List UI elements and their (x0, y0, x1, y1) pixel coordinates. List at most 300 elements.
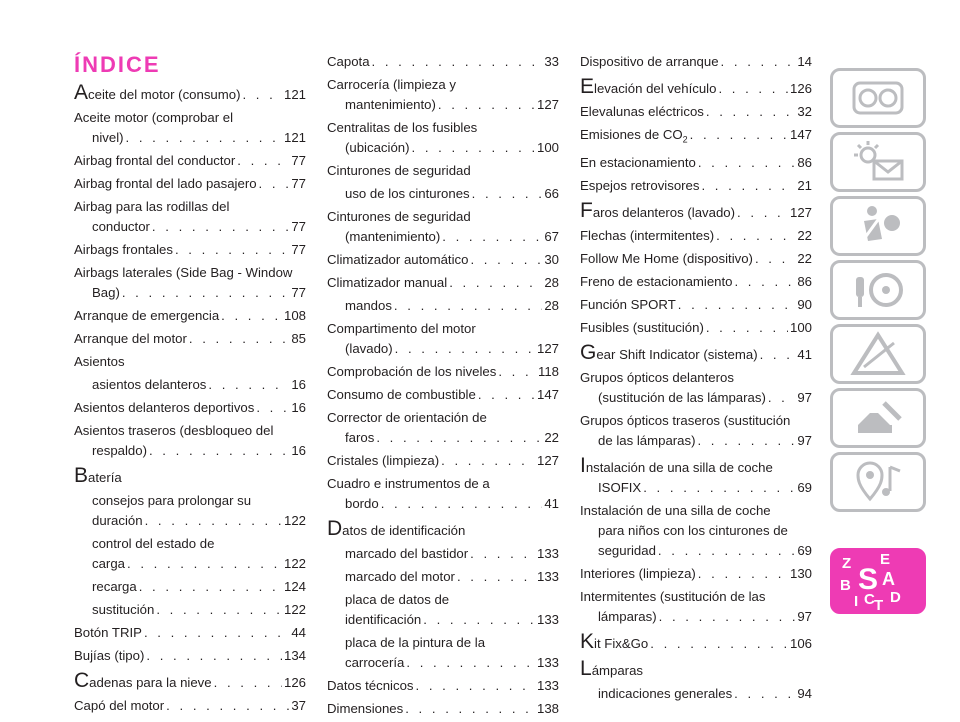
page-number: 28 (544, 275, 559, 290)
index-entry[interactable] (74, 464, 306, 488)
page-number: 22 (797, 250, 812, 266)
dot-leader (175, 240, 289, 260)
entry-text (580, 272, 732, 292)
page-number: 100 (536, 140, 559, 155)
entry-continuation: Bag) (92, 285, 120, 300)
dot-leader (706, 318, 788, 338)
dot-leader (406, 653, 535, 673)
index-entry[interactable] (74, 375, 306, 395)
index-entry[interactable] (580, 102, 812, 122)
entry-label: Climatizador manual (327, 275, 448, 290)
dot-leader (242, 85, 282, 105)
entry-text (74, 240, 173, 260)
index-entry[interactable] (74, 306, 306, 326)
entry-text: Compartimento del motor (327, 321, 476, 336)
subentry-continuation: duración (92, 513, 143, 528)
entry-rest: ceite del motor (consumo) (88, 87, 241, 102)
dot-leader (734, 272, 795, 292)
entry-text (327, 273, 447, 293)
entry-text (74, 696, 164, 716)
entry-continuation: seguridad (598, 542, 656, 558)
index-entry[interactable] (74, 151, 306, 171)
index-entry[interactable] (580, 125, 812, 150)
page-number: 130 (789, 565, 812, 581)
entry-continuation: bordo (345, 496, 379, 511)
index-entry[interactable] (74, 174, 306, 194)
index-entry[interactable] (580, 272, 812, 292)
dot-leader (146, 646, 282, 666)
dot-leader (214, 673, 282, 693)
index-entry[interactable] (580, 340, 812, 365)
page-number: 133 (536, 655, 559, 670)
dot-leader (149, 441, 289, 461)
entry-text (580, 176, 699, 196)
index-entry[interactable] (74, 263, 306, 303)
dot-leader (716, 226, 795, 246)
entry-heading: Asientos (74, 354, 125, 369)
page-number: 97 (797, 389, 812, 405)
dot-leader (698, 153, 795, 173)
page-number: 90 (797, 296, 812, 312)
entry-text (580, 75, 717, 99)
page-number: 118 (537, 364, 559, 379)
index-entry[interactable] (74, 491, 306, 531)
entry-label: Bujías (tipo) (74, 648, 145, 663)
index-entry[interactable] (74, 108, 306, 148)
dot-leader (643, 478, 795, 498)
index-entry[interactable] (74, 398, 306, 418)
index-entry[interactable] (327, 408, 559, 448)
entry-text: Centralitas de los fusibles (327, 120, 478, 135)
index-entry[interactable] (74, 197, 306, 237)
entry-text (580, 52, 719, 72)
entry-continuation: (mantenimiento) (345, 229, 441, 244)
page-number: 121 (283, 130, 306, 145)
index-entry[interactable] (327, 75, 559, 115)
dot-leader (416, 676, 535, 696)
entry-text (74, 646, 144, 666)
index-entry[interactable] (327, 517, 559, 541)
page-number: 77 (291, 285, 306, 300)
index-entry[interactable] (580, 564, 812, 584)
page-number: 133 (536, 569, 559, 584)
dot-leader (372, 52, 543, 72)
page-number: 147 (536, 387, 559, 402)
light-message-icon (850, 139, 906, 185)
subentry-text: sustitución (92, 602, 155, 617)
entry-label: Airbag frontal del conductor (74, 153, 236, 168)
index-entry[interactable] (580, 176, 812, 196)
page-number: 122 (283, 556, 306, 571)
entry-label: Follow Me Home (dispositivo) (580, 250, 753, 266)
dot-leader (394, 296, 542, 316)
dashboard-icon (850, 75, 906, 121)
entry-continuation: nivel) (92, 130, 124, 145)
index-entry[interactable] (327, 451, 559, 471)
page-number: 28 (544, 298, 559, 313)
entry-text: Instalación de una silla de coche (580, 502, 771, 518)
entry-text (327, 676, 414, 696)
index-entry[interactable] (74, 646, 306, 666)
entry-rest: atos de identificación (342, 523, 466, 538)
entry-label: Datos técnicos (327, 678, 414, 693)
dot-leader (755, 249, 795, 269)
dot-leader (737, 203, 788, 223)
page-number: 126 (283, 675, 306, 690)
entry-rest: atería (88, 470, 122, 485)
index-entry[interactable] (327, 296, 559, 316)
index-entry[interactable] (74, 81, 306, 105)
page-number: 16 (291, 400, 306, 415)
dot-leader (442, 227, 542, 247)
entry-text (327, 250, 468, 270)
index-entry[interactable] (580, 656, 812, 681)
dot-leader (405, 699, 535, 719)
entry-continuation: lámparas) (598, 608, 657, 624)
page-number: 127 (536, 341, 559, 356)
dot-leader (760, 345, 796, 365)
entry-text: Cinturones de seguridad (327, 209, 471, 224)
entry-label: Capota (327, 54, 370, 69)
initial-letter: D (327, 517, 343, 540)
tab-maintenance[interactable] (830, 388, 926, 448)
index-entry[interactable] (74, 623, 306, 643)
entry-text: Carrocería (limpieza y (327, 77, 456, 92)
entry-text: Intermitentes (sustitución de las (580, 588, 766, 604)
entry-label: Cristales (limpieza) (327, 453, 440, 468)
index-entry[interactable] (580, 75, 812, 99)
page-number: 77 (291, 176, 306, 191)
page-number: 138 (536, 701, 559, 716)
dot-leader (221, 306, 282, 326)
index-entry[interactable] (74, 329, 306, 349)
initial-letter: I (580, 453, 586, 477)
page-number: 127 (536, 97, 559, 112)
dot-leader (237, 151, 289, 171)
entry-label: Flechas (intermitentes) (580, 227, 715, 243)
entry-text (580, 629, 649, 654)
entry-text (580, 318, 704, 338)
entry-text (74, 623, 142, 643)
page-number: 122 (283, 513, 306, 528)
initial-letter: F (580, 198, 593, 222)
page-number: 16 (291, 377, 306, 392)
entry-rest: nstalación de una silla de coche (585, 459, 773, 475)
entry-label: Freno de estacionamiento (580, 273, 733, 289)
entry-text: Airbag para las rodillas del (74, 199, 230, 214)
index-entry[interactable] (327, 544, 559, 564)
dot-leader (498, 362, 536, 382)
entry-rest: it Fix&Go (594, 635, 649, 651)
entry-label: Botón TRIP (74, 625, 142, 640)
subentry-text: consejos para prolongar su (92, 493, 252, 508)
entry-rest: ámparas (591, 662, 643, 678)
subentry-text: control del estado de (92, 536, 215, 551)
tab-safety[interactable] (830, 196, 926, 256)
entry-text: Grupos ópticos delanteros (580, 369, 734, 385)
entry-text (74, 306, 219, 326)
initial-letter: A (74, 81, 89, 104)
index-entry[interactable] (580, 226, 812, 246)
alphabetical-index-icon: Z E B S A I C T D (840, 551, 901, 614)
dot-leader (472, 184, 543, 204)
page-number: 127 (536, 453, 559, 468)
entry-text (580, 102, 704, 122)
index-entry[interactable] (580, 629, 812, 654)
index-entry[interactable] (327, 676, 559, 696)
entry-label: Capó del motor (74, 698, 165, 713)
entry-text: Grupos ópticos traseros (sustitución (580, 412, 791, 428)
index-entry[interactable] (580, 318, 812, 338)
tab-dashboard[interactable] (830, 68, 926, 128)
dot-leader (650, 634, 788, 654)
entry-label: Climatizador automático (327, 252, 469, 267)
dot-leader (698, 564, 788, 584)
index-entry[interactable] (327, 319, 559, 359)
tab-lights-messages[interactable] (830, 132, 926, 192)
tab-multimedia[interactable] (830, 452, 926, 512)
subentry-text: asientos delanteros (92, 377, 207, 392)
entry-text (74, 81, 241, 105)
entry-label: Dispositivo de arranque (580, 54, 719, 69)
dot-leader (189, 329, 289, 349)
index-entry[interactable] (580, 368, 812, 408)
entry-text (74, 398, 254, 418)
page-number: 100 (789, 319, 812, 335)
page-number: 33 (544, 54, 559, 69)
dot-leader (449, 273, 542, 293)
index-entry[interactable] (327, 567, 559, 587)
entry-text (580, 295, 676, 315)
index-entry[interactable] (580, 587, 812, 627)
page-number: 97 (797, 608, 812, 624)
index-entry[interactable] (327, 385, 559, 405)
index-entry[interactable] (580, 249, 812, 269)
tab-alphabetical-index[interactable] (830, 548, 926, 614)
index-entry[interactable] (327, 52, 559, 72)
entry-text (580, 340, 758, 365)
index-entry[interactable] (74, 577, 306, 597)
page-number: 69 (797, 542, 812, 558)
dot-leader (658, 541, 795, 561)
dot-leader (156, 600, 282, 620)
entry-label: Interiores (limpieza) (580, 565, 696, 581)
entry-text (327, 451, 439, 471)
index-entry[interactable] (580, 411, 812, 451)
entry-text (74, 329, 187, 349)
page-number: 30 (544, 252, 559, 267)
entry-continuation: (ubicación) (345, 140, 410, 155)
entry-label: Asientos delanteros deportivos (74, 400, 255, 415)
entry-label: Elevalunas eléctricos (580, 104, 704, 119)
dot-leader (259, 174, 290, 194)
page-number: 41 (544, 496, 559, 511)
entry-label: Fusibles (sustitución) (580, 319, 704, 335)
dot-leader (734, 684, 795, 704)
initial-letter: E (580, 75, 595, 98)
gps-music-icon (850, 459, 906, 505)
dot-leader (659, 607, 796, 627)
page-number: 133 (536, 678, 559, 693)
index-entry[interactable] (327, 590, 559, 630)
index-entry[interactable] (580, 52, 812, 72)
entry-label: Comprobación de los niveles (327, 364, 497, 379)
index-entry[interactable] (580, 295, 812, 315)
dot-leader (256, 398, 289, 418)
index-entry[interactable] (580, 501, 812, 561)
dot-leader (478, 385, 535, 405)
subentry-text: uso de los cinturones (345, 186, 470, 201)
dot-leader (441, 451, 535, 471)
initial-letter: K (580, 629, 595, 653)
entry-continuation: mantenimiento) (345, 97, 436, 112)
subentry-text: mandos (345, 298, 392, 313)
page-number: 121 (283, 87, 306, 102)
dot-leader (701, 176, 795, 196)
entry-text (580, 656, 643, 681)
entry-continuation: (sustitución de las lámparas) (598, 389, 766, 405)
index-entry[interactable] (327, 161, 559, 181)
page-number: 86 (797, 273, 812, 289)
page-number: 44 (291, 625, 306, 640)
entry-text: Aceite motor (comprobar el (74, 110, 234, 125)
index-entry[interactable] (74, 352, 306, 372)
entry-text (327, 362, 496, 382)
page-number: 77 (291, 219, 306, 234)
page-number: 77 (291, 153, 306, 168)
index-entry[interactable] (74, 600, 306, 620)
index-entry[interactable] (580, 198, 812, 223)
initial-letter: L (580, 656, 592, 680)
entry-continuation: ISOFIX (598, 479, 642, 495)
index-entry[interactable] (327, 699, 559, 719)
entry-text (327, 385, 476, 405)
subentry-continuation: carrocería (345, 655, 405, 670)
dot-leader (127, 554, 282, 574)
page-number: 67 (544, 229, 559, 244)
index-entry[interactable] (327, 474, 559, 514)
dot-leader (208, 375, 289, 395)
page-number: 127 (789, 204, 812, 220)
index-column-1 (74, 52, 306, 719)
index-entry[interactable] (74, 421, 306, 461)
entry-rest: aros delanteros (lavado) (592, 204, 736, 220)
entry-label: Emisiones de CO (580, 127, 683, 142)
page-number: 32 (797, 104, 812, 119)
page-number: 108 (283, 308, 306, 323)
entry-continuation: faros (345, 430, 375, 445)
page-title: ÍNDICE (74, 52, 161, 77)
dot-leader (470, 250, 542, 270)
entry-label: Función SPORT (580, 296, 676, 312)
page-number: 21 (797, 177, 812, 193)
dot-leader (470, 544, 535, 564)
subentry-text: placa de la pintura de la (345, 635, 486, 650)
subentry-text: indicaciones generales (598, 685, 733, 701)
index-entry[interactable] (580, 153, 812, 173)
index-entry[interactable] (74, 240, 306, 260)
entry-text (74, 174, 257, 194)
page-number: 94 (797, 685, 812, 701)
index-entry[interactable] (327, 633, 559, 673)
entry-continuation: conductor (92, 219, 150, 234)
entry-continuation: de las lámparas) (598, 432, 696, 448)
dot-leader (395, 339, 535, 359)
page-number: 66 (544, 186, 559, 201)
page-number: 22 (797, 227, 812, 243)
dot-leader (376, 428, 542, 448)
page-number: 134 (283, 648, 306, 663)
dot-leader (721, 52, 796, 72)
entry-text (74, 464, 122, 488)
index-entry[interactable] (327, 207, 559, 247)
dot-leader (718, 79, 788, 99)
entry-rest: levación del vehículo (594, 81, 717, 96)
tab-emergency[interactable] (830, 324, 926, 384)
page-number: 126 (789, 81, 812, 96)
dot-leader (122, 283, 289, 303)
entry-text (580, 125, 688, 150)
entry-label: Arranque del motor (74, 331, 187, 346)
entry-label: Consumo de combustible (327, 387, 476, 402)
index-entry[interactable] (74, 696, 306, 716)
warning-triangle-icon (850, 331, 906, 377)
dot-leader (126, 128, 282, 148)
dot-leader (145, 511, 282, 531)
entry-text (327, 517, 466, 541)
initial-letter: B (74, 464, 89, 487)
page-number: 69 (797, 479, 812, 495)
page-number: 41 (797, 346, 812, 362)
index-entry[interactable] (580, 453, 812, 498)
page-number: 86 (797, 154, 812, 170)
entry-text: Asientos traseros (desbloqueo del (74, 423, 274, 438)
index-entry[interactable] (327, 273, 559, 293)
page-number: 106 (789, 635, 812, 651)
dot-leader (678, 295, 796, 315)
index-entry[interactable] (327, 362, 559, 382)
page-number: 147 (789, 127, 812, 142)
subentry-text: marcado del motor (345, 569, 455, 584)
seatbelt-airbag-icon (850, 203, 906, 249)
page-number: 124 (283, 579, 306, 594)
entry-text (74, 151, 235, 171)
subentry-continuation: identificación (345, 612, 422, 627)
dot-leader (768, 388, 795, 408)
entry-text: Airbags laterales (Side Bag - Window (74, 265, 293, 280)
entry-text (327, 699, 403, 719)
index-entry[interactable] (580, 684, 812, 704)
entry-text (580, 249, 753, 269)
page-number: 85 (291, 331, 306, 346)
page-number: 122 (283, 602, 306, 617)
index-entry[interactable] (327, 250, 559, 270)
index-entry[interactable] (327, 184, 559, 204)
subscript: 2 (682, 134, 688, 145)
tab-starting-driving[interactable] (830, 260, 926, 320)
wrench-car-icon (850, 395, 906, 441)
entry-text: Corrector de orientación de (327, 410, 487, 425)
index-column-2 (327, 52, 559, 722)
entry-continuation: respaldo) (92, 443, 147, 458)
entry-continuation: para niños con los cinturones de (598, 522, 788, 538)
index-entry[interactable] (74, 534, 306, 574)
dot-leader (139, 577, 282, 597)
index-entry[interactable] (327, 118, 559, 158)
entry-label: En estacionamiento (580, 154, 696, 170)
subentry-text: placa de datos de (345, 592, 450, 607)
entry-text (580, 564, 696, 584)
